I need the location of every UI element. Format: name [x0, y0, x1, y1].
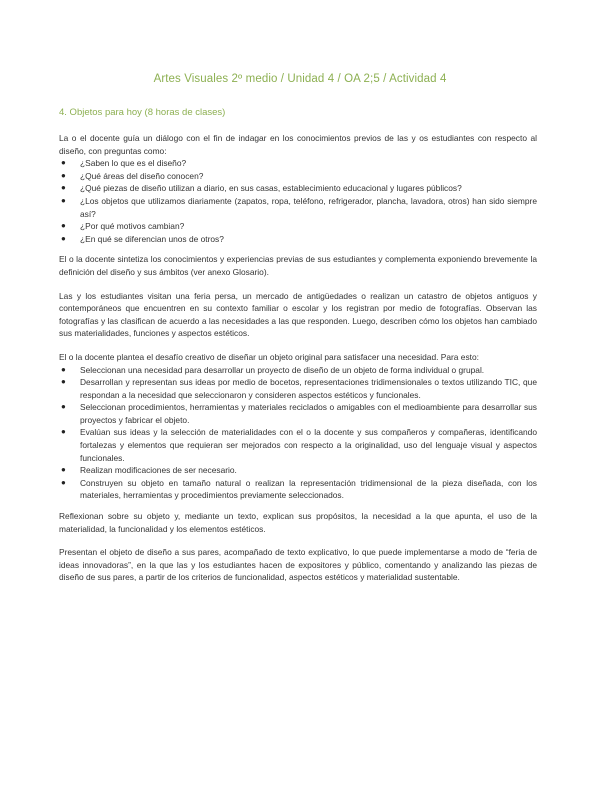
question-list	[59, 157, 537, 245]
bullet-icon: ●	[61, 183, 66, 193]
list-item: ● ¿Qué piezas de diseño utilizan a diario, en sus casas, establecimiento educacional y lugares públicos?	[61, 183, 462, 194]
list-item: ● ¿En qué se diferencian unos de otros?	[61, 233, 224, 244]
synthesis-paragraph: El o la docente sintetiza los conocimientos y experiencias previas de sus estudiantes y complementa exponiendo brevemente la definición del diseño y sus ámbitos (ver anexo Glosario).	[59, 254, 537, 277]
list-item: ● Construyen su objeto en tamaño natural o realizan la representación tridimensional de la pieza diseñada, con los materiales, herramientas y procedimientos previamente seleccionados.	[61, 477, 537, 501]
reflection-paragraph: Reflexionan sobre su objeto y, mediante un texto, explican sus propósitos, la necesidad a la que apunta, el uso de la materialidad, la funcionalidad y los elementos estéticos.	[59, 511, 537, 534]
intro-paragraph: La o el docente guía un diálogo con el fin de indagar en los conocimientos previos de las y os estudiantes con respecto al diseño, con preguntas como:	[59, 133, 537, 156]
page-header: Artes Visuales 2º medio / Unidad 4 / OA 2;5 / Actividad 4	[153, 73, 447, 85]
list-item: ● Realizan modificaciones de ser necesario.	[61, 465, 237, 476]
list-item: ● Seleccionan procedimientos, herramientas y materiales reciclados o amigables con el medioambiente para desarrollar sus proyectos y fabricar el objeto.	[61, 402, 537, 425]
visit-paragraph: Las y los estudiantes visitan una feria persa, un mercado de antigüedades o realizan un catastro de objetos antiguos y contemporáneos que encuentren en su contexto familiar o escolar y los registran por medio de fotografías. Observan las fotografías y las clasifican de acuerdo a las necesidades a las que responden. Luego, describen cómo los objetos han cambiado sus materialidades, funciones y aspectos estéticos.	[59, 290, 537, 339]
bullet-icon: ●	[61, 465, 66, 475]
bullet-icon: ●	[61, 377, 66, 387]
steps-list	[59, 364, 537, 503]
bullet-icon: ●	[61, 427, 66, 437]
presentation-paragraph: Presentan el objeto de diseño a sus pares, acompañado de texto explicativo, lo que puede implementarse a modo de “feria de ideas innovadoras”, en la que las y los estudiantes hacen de expositores y público, comentando y analizando las piezas de diseño de sus pares, a partir de los criterios de funcionalidad, aspectos estéticos y materialidad sustentable.	[59, 547, 537, 583]
list-item: ● Evalúan sus ideas y la selección de materialidades con el o la docente y sus compañeros y compañeras, identificando fortalezas y elementos que requieran ser mejorados con respecto a la originalidad, uso del lenguaje visual y aspectos funcionales.	[61, 427, 537, 463]
list-item: ● ¿Los objetos que utilizamos diariamente (zapatos, ropa, teléfono, refrigerador, plancha, lavadora, otros) han sido siempre así?	[61, 195, 537, 219]
bullet-icon: ●	[61, 195, 66, 205]
bullet-icon: ●	[61, 477, 66, 487]
bullet-icon: ●	[61, 233, 66, 243]
bullet-icon: ●	[61, 402, 66, 412]
list-item: ● ¿Por qué motivos cambian?	[61, 221, 185, 232]
bullet-icon: ●	[61, 170, 66, 180]
bullet-icon: ●	[61, 364, 66, 374]
bullet-icon: ●	[61, 158, 66, 168]
challenge-paragraph: El o la docente plantea el desafío creativo de diseñar un objeto original para satisfacer una necesidad. Para esto:	[59, 351, 479, 362]
list-item: ● Desarrollan y representan sus ideas por medio de bocetos, representaciones tridimensionales o textos utilizando TIC, que respondan a la necesidad que seleccionaron y consideren aspectos estéticos y funcionales.	[61, 377, 537, 400]
list-item: ● Seleccionan una necesidad para desarrollar un proyecto de diseño de un objeto de forma individual o grupal.	[61, 364, 485, 375]
bullet-icon: ●	[61, 221, 66, 231]
list-item: ● ¿Qué áreas del diseño conocen?	[61, 170, 204, 181]
section-title: 4. Objetos para hoy (8 horas de clases)	[59, 107, 226, 118]
document-body	[59, 132, 537, 595]
list-item: ● ¿Saben lo que es el diseño?	[61, 158, 187, 169]
